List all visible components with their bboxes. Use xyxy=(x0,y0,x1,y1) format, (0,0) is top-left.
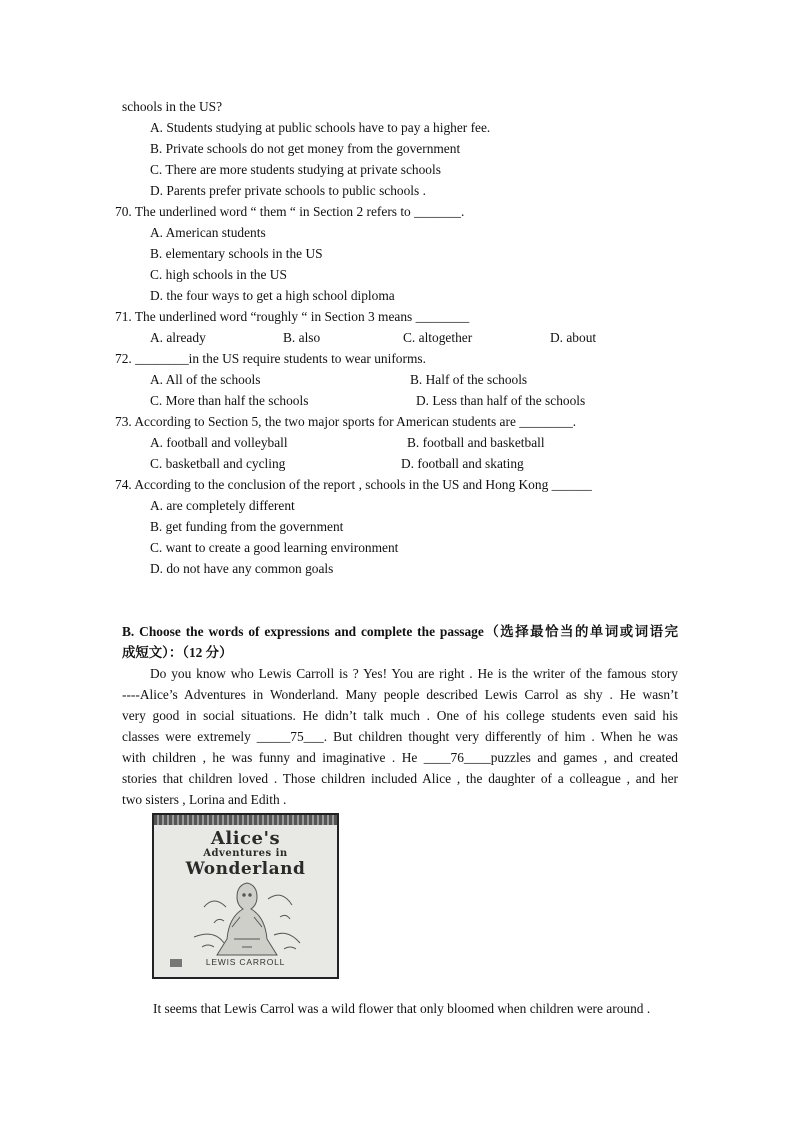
q72-option-d: D. Less than half of the schools xyxy=(416,393,586,408)
q71-option-a: A. already xyxy=(150,330,206,345)
q70-option-d: D. the four ways to get a high school diploma xyxy=(150,288,395,303)
cover-title-line-3: Wonderland xyxy=(185,859,306,879)
passage-line-8: It seems that Lewis Carrol was a wild flower that only bloomed when children were around . xyxy=(153,1001,651,1016)
q71-option-c: C. altogether xyxy=(403,330,473,345)
q74-option-b: B. get funding from the government xyxy=(150,519,344,534)
passage-line-4: classes were extremely _____75___. But children thought very differently of him . When he was xyxy=(122,729,678,744)
q73-option-b: B. football and basketball xyxy=(407,435,545,450)
question-74: 74. According to the conclusion of the report , schools in the US and Hong Kong ______ xyxy=(115,477,592,492)
question-70: 70. The underlined word “ them “ in Section 2 refers to _______. xyxy=(115,204,465,219)
question-73: 73. According to Section 5, the two major sports for American students are ________. xyxy=(115,414,577,429)
q71-option-b: B. also xyxy=(283,330,321,345)
q70-option-b: B. elementary schools in the US xyxy=(150,246,323,261)
book-cover-image xyxy=(152,813,339,979)
q69-option-b: B. Private schools do not get money from the government xyxy=(150,141,461,156)
cover-title-line-2: Adventures in xyxy=(203,848,288,859)
section-b-heading-line-1: B. Choose the words of expressions and complete the passage（选择最恰当的单词或词语完 xyxy=(122,624,678,639)
passage-line-5: with children , he was funny and imaginative . He ____76____puzzles and games , and created xyxy=(122,750,678,765)
q74-option-c: C. want to create a good learning environment xyxy=(150,540,399,555)
q71-option-d: D. about xyxy=(550,330,597,345)
passage-line-2: ----Alice’s Adventures in Wonderland. Many people described Lewis Carrol as shy . He wasn’t xyxy=(122,687,678,702)
passage-line-1: Do you know who Lewis Carroll is ? Yes! You are right . He is the writer of the famous story xyxy=(150,666,678,681)
passage-line-3: very good in social situations. He didn’t talk much . One of his college students even said his xyxy=(122,708,678,723)
q73-option-a: A. football and volleyball xyxy=(150,435,288,450)
q74-option-d: D. do not have any common goals xyxy=(150,561,334,576)
cover-author: LEWIS CARROLL xyxy=(205,957,286,967)
section-b-heading-line-2: 成短文）：（12 分） xyxy=(122,645,233,660)
q72-option-b: B. Half of the schools xyxy=(410,372,528,387)
cover-decorative-band xyxy=(154,815,337,825)
q73-option-d: D. football and skating xyxy=(401,456,524,471)
question-72: 72. ________in the US require students to wear uniforms. xyxy=(115,351,426,366)
q69-option-d: D. Parents prefer private schools to public schools . xyxy=(150,183,426,198)
q69-option-c: C. There are more students studying at private schools xyxy=(150,162,441,177)
cover-title-line-1: Alice's xyxy=(210,828,281,849)
q74-option-a: A. are completely different xyxy=(150,498,295,513)
question-69-stem-end: schools in the US? xyxy=(122,99,223,114)
q73-option-c: C. basketball and cycling xyxy=(150,456,286,471)
question-71: 71. The underlined word “roughly “ in Section 3 means ________ xyxy=(115,309,470,324)
q70-option-a: A. American students xyxy=(150,225,266,240)
q69-option-a: A. Students studying at public schools have to pay a higher fee. xyxy=(150,120,491,135)
q70-option-c: C. high schools in the US xyxy=(150,267,287,282)
passage-line-6: stories that children loved . Those children included Alice , the daughter of a colleague , and her xyxy=(122,771,678,786)
q72-option-c: C. More than half the schools xyxy=(150,393,309,408)
alice-illustration xyxy=(184,877,311,957)
q72-option-a: A. All of the schools xyxy=(150,372,261,387)
passage-line-7: two sisters , Lorina and Edith . xyxy=(122,792,287,807)
